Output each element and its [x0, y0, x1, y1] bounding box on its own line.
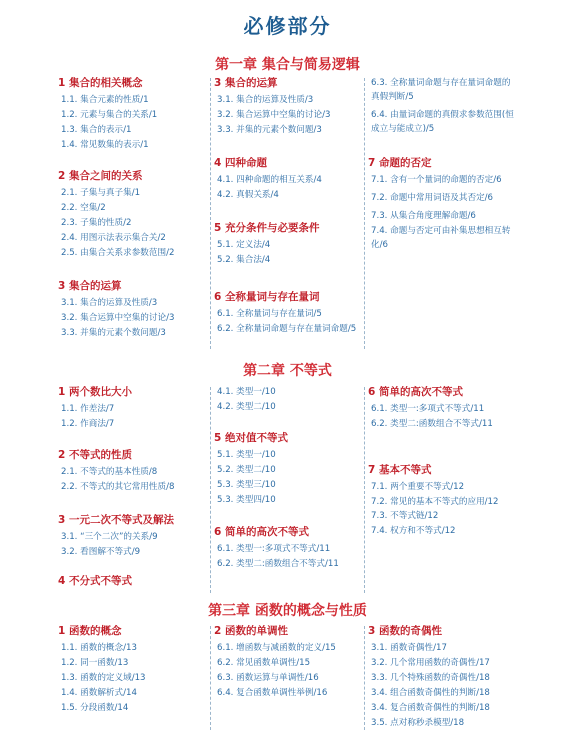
toc-item[interactable]: 3.4. 复合函数奇偶性的判断/18 [371, 703, 490, 713]
toc-item[interactable]: 1.1. 集合元素的性质/1 [61, 95, 149, 105]
toc-item[interactable]: 6.2. 类型二:函数组合不等式/11 [371, 419, 493, 429]
section-heading[interactable]: 3 一元二次不等式及解法 [58, 514, 174, 526]
column-divider [364, 387, 365, 593]
toc-item[interactable]: 6.2. 类型二:函数组合不等式/11 [217, 559, 339, 569]
chapter-1-col-1 [58, 76, 208, 351]
toc-item[interactable]: 3.1. 集合的运算及性质/3 [217, 95, 314, 105]
toc-item[interactable]: 6.1. 类型一:多项式不等式/11 [217, 544, 331, 554]
toc-item[interactable]: 2.1. 不等式的基本性质/8 [61, 467, 158, 477]
section-heading[interactable]: 3 集合的运算 [58, 280, 122, 292]
toc-item[interactable]: 3.1. “三个二次”的关系/9 [61, 532, 158, 542]
section-heading[interactable]: 2 集合之间的关系 [58, 170, 143, 182]
column-divider [210, 78, 211, 349]
section [58, 513, 208, 560]
toc-item[interactable]: 3.2. 几个常用函数的奇偶性/17 [371, 658, 490, 668]
section [368, 385, 518, 431]
toc-item[interactable]: 7.1. 含有一个量词的命题的否定/6 [371, 175, 502, 185]
section [214, 76, 362, 138]
section-heading[interactable]: 2 函数的单调性 [214, 625, 288, 637]
toc-item[interactable]: 4.1. 类型一/10 [217, 387, 276, 397]
toc-item[interactable]: 7.4. 权方和不等式/12 [371, 526, 456, 536]
toc-item[interactable]: 3.2. 集合运算中空集的讨论/3 [61, 313, 175, 323]
toc-item[interactable]: 5.1. 定义法/4 [217, 240, 271, 250]
section [214, 385, 362, 415]
toc-item[interactable]: 1.3. 函数的定义域/13 [61, 673, 146, 683]
section [368, 156, 518, 252]
section [214, 525, 362, 571]
chapter-1-col-3 [368, 76, 518, 351]
section-heading[interactable]: 6 全称量词与存在量词 [214, 291, 320, 303]
chapter-2 [58, 385, 518, 595]
chapter-title-2: 第二章 不等式 [243, 363, 332, 379]
section-heading[interactable]: 1 集合的相关概念 [58, 77, 143, 89]
toc-item[interactable]: 7.3. 不等式链/12 [371, 511, 439, 521]
toc-item[interactable]: 5.2. 类型二/10 [217, 465, 276, 475]
chapter-3-col-3 [368, 624, 518, 732]
column-divider [364, 78, 365, 349]
chapter-2-col-1 [58, 385, 208, 595]
toc-item[interactable]: 3.5. 点对称秒杀模型/18 [371, 718, 465, 728]
section-heading[interactable]: 7 命题的否定 [368, 157, 432, 169]
toc-item[interactable]: 3.1. 函数奇偶性/17 [371, 643, 447, 653]
toc-item[interactable]: 5.1. 类型一/10 [217, 450, 276, 460]
column-divider [210, 626, 211, 730]
section [58, 385, 208, 432]
section-heading[interactable]: 5 绝对值不等式 [214, 432, 288, 444]
toc-item[interactable]: 6.4. 由量词命题的真假求参数范围(恒成立与能成立)/5 [371, 110, 514, 134]
chapter-3-col-1 [58, 624, 208, 732]
section-heading[interactable]: 4 不分式不等式 [58, 575, 132, 587]
toc-item[interactable]: 3.3. 几个特殊函数的奇偶性/18 [371, 673, 490, 683]
section [58, 169, 208, 261]
chapter-1-col-2 [214, 76, 362, 351]
toc-item[interactable]: 4.2. 真假关系/4 [217, 190, 279, 200]
toc-item[interactable]: 5.3. 类型四/10 [217, 495, 276, 505]
section [58, 279, 208, 341]
toc-item[interactable]: 1.4. 函数解析式/14 [61, 688, 137, 698]
page-title: 必修部分 [243, 14, 332, 38]
section [368, 463, 518, 539]
toc-item[interactable]: 1.2. 作商法/7 [61, 419, 115, 429]
toc-item[interactable]: 1.1. 函数的概念/13 [61, 643, 137, 653]
toc-item[interactable]: 2.3. 子集的性质/2 [61, 218, 132, 228]
chapter-2-col-2 [214, 385, 362, 595]
section [214, 624, 362, 701]
section-heading[interactable]: 4 四种命题 [214, 157, 267, 169]
toc-item[interactable]: 6.3. 函数运算与单调性/16 [217, 673, 319, 683]
toc-item[interactable]: 3.3. 并集的元素个数问题/3 [217, 125, 322, 135]
toc-item[interactable]: 3.4. 组合函数奇偶性的判断/18 [371, 688, 490, 698]
toc-item[interactable]: 1.2. 元素与集合的关系/1 [61, 110, 158, 120]
toc-item[interactable]: 6.1. 全称量词与存在量词/5 [217, 309, 322, 319]
toc-item[interactable]: 3.3. 并集的元素个数问题/3 [61, 328, 166, 338]
chapter-3-col-2 [214, 624, 362, 732]
toc-item[interactable]: 1.5. 分段函数/14 [61, 703, 129, 713]
toc-item[interactable]: 3.1. 集合的运算及性质/3 [61, 298, 158, 308]
section-heading[interactable]: 2 不等式的性质 [58, 449, 132, 461]
section [214, 156, 362, 203]
toc-item[interactable]: 1.1. 作差法/7 [61, 404, 115, 414]
toc-item[interactable]: 2.5. 由集合关系求参数范围/2 [61, 248, 175, 258]
toc-item[interactable]: 3.2. 集合运算中空集的讨论/3 [217, 110, 331, 120]
chapter-title-3: 第三章 函数的概念与性质 [208, 603, 367, 619]
section [214, 290, 362, 336]
toc-item[interactable]: 5.3. 类型三/10 [217, 480, 276, 490]
toc-item[interactable]: 2.4. 用图示法表示集合关/2 [61, 233, 166, 243]
toc-item[interactable]: 1.2. 同一函数/13 [61, 658, 129, 668]
section-heading[interactable]: 1 两个数比大小 [58, 386, 132, 398]
section [58, 574, 208, 588]
section [58, 76, 208, 153]
toc-item[interactable]: 1.3. 集合的表示/1 [61, 125, 132, 135]
section-heading[interactable]: 7 基本不等式 [368, 464, 432, 476]
section [368, 624, 518, 731]
chapter-3 [58, 624, 518, 732]
column-divider [364, 626, 365, 730]
toc-item[interactable]: 2.1. 子集与真子集/1 [61, 188, 141, 198]
toc-item[interactable]: 6.3. 全称量词命题与存在量词命题的真假判断/5 [371, 78, 511, 102]
chapter-title-1: 第一章 集合与简易逻辑 [215, 57, 360, 73]
toc-item[interactable]: 6.1. 类型一:多项式不等式/11 [371, 404, 485, 414]
toc-item[interactable]: 2.2. 不等式的其它常用性质/8 [61, 482, 175, 492]
toc-item[interactable]: 7.1. 两个重要不等式/12 [371, 482, 465, 492]
toc-item[interactable]: 4.1. 四种命题的相互关系/4 [217, 175, 322, 185]
section [214, 431, 362, 508]
toc-item[interactable]: 2.2. 空集/2 [61, 203, 106, 213]
toc-item[interactable]: 6.2. 全称量词命题与存在量词命题/5 [217, 324, 357, 334]
toc-item[interactable]: 7.4. 命题与否定可由补集思想相互转化/6 [371, 226, 511, 250]
toc-item[interactable]: 6.2. 常见函数单调性/15 [217, 658, 311, 668]
section [368, 76, 518, 136]
section-heading[interactable]: 6 简单的高次不等式 [214, 526, 309, 538]
chapter-1 [58, 76, 518, 351]
toc-item[interactable]: 7.2. 常见的基本不等式的应用/12 [371, 497, 499, 507]
section [58, 448, 208, 495]
section-heading[interactable]: 3 集合的运算 [214, 77, 278, 89]
toc-item[interactable]: 4.2. 类型二/10 [217, 402, 276, 412]
column-divider [210, 387, 211, 593]
toc-item[interactable]: 6.1. 增函数与减函数的定义/15 [217, 643, 336, 653]
section [58, 624, 208, 716]
section-heading[interactable]: 1 函数的概念 [58, 625, 122, 637]
section [214, 221, 362, 268]
toc-item[interactable]: 7.2. 命题中常用词语及其否定/6 [371, 193, 494, 203]
toc-item[interactable]: 6.4. 复合函数单调性举例/16 [217, 688, 328, 698]
toc-item[interactable]: 3.2. 看图解不等式/9 [61, 547, 141, 557]
chapter-2-col-3 [368, 385, 518, 595]
section-heading[interactable]: 5 充分条件与必要条件 [214, 222, 320, 234]
toc-item[interactable]: 5.2. 集合法/4 [217, 255, 271, 265]
section-heading[interactable]: 3 函数的奇偶性 [368, 625, 442, 637]
section-heading[interactable]: 6 简单的高次不等式 [368, 386, 463, 398]
toc-item[interactable]: 7.3. 从集合角度理解命题/6 [371, 211, 476, 221]
toc-item[interactable]: 1.4. 常见数集的表示/1 [61, 140, 149, 150]
